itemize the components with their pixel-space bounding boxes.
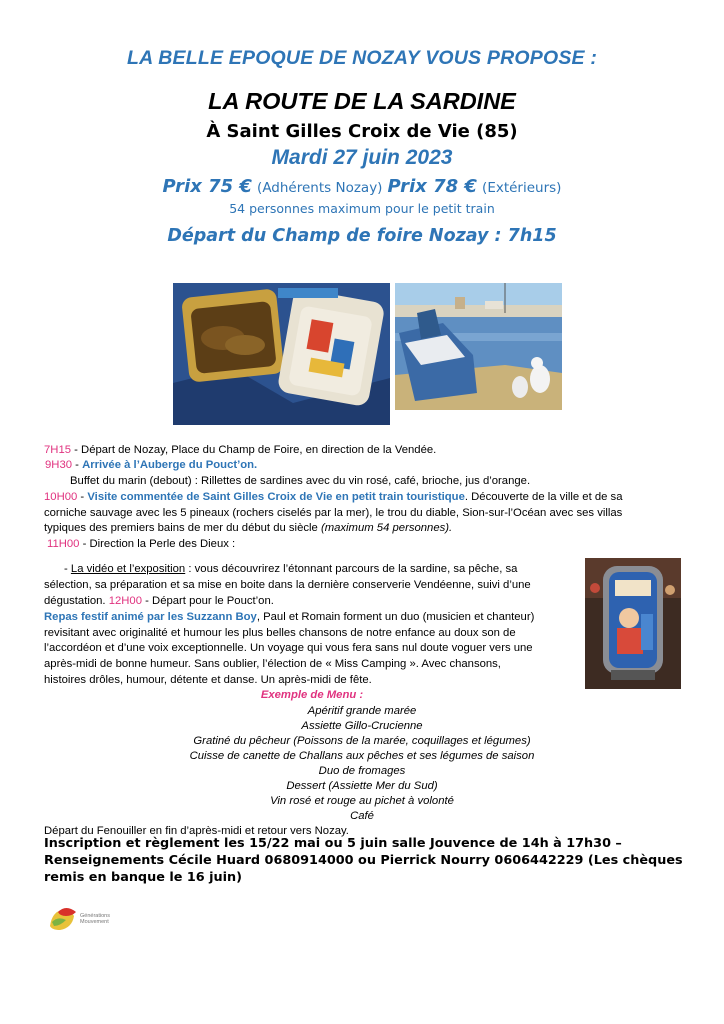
program-repas-line3: l’accordéon et d’une voix exceptionnelle. Un voyage qui vous fera sans nul doute voguer vers une	[44, 642, 533, 654]
menu-item: Café	[350, 810, 374, 822]
program-repas-line2: revisitant avec originalité et humour les plus belles chansons de notre enfance au doux son de	[44, 627, 516, 639]
program-video-line2: sélection, sa préparation et sa mise en boite dans la dernière conserverie Vendéenne, suivi d’une	[44, 579, 531, 591]
menu-item: Gratiné du pêcheur (Poissons de la marée, coquillages et légumes)	[193, 735, 531, 747]
location-line: À Saint Gilles Croix de Vie (85)	[206, 121, 518, 142]
sardine-cans-photo	[173, 283, 390, 425]
menu-item: Assiette Gillo-Crucienne	[301, 720, 423, 732]
logo-text: Générations Mouvement	[80, 913, 110, 925]
program-9h30: 9H30 - Arrivée à l’Auberge du Pouct’on.	[45, 459, 258, 471]
program-10h00: 10H00 - Visite commentée de Saint Gilles Croix de Vie en petit train touristique. Découverte de la ville et de sa	[44, 491, 623, 503]
program-video-line3: dégustation. 12H00 - Départ pour le Pouct’on.	[44, 595, 274, 607]
menu-item: Dessert (Assiette Mer du Sud)	[286, 780, 438, 792]
program-11h00: 11H00 - Direction la Perle des Dieux :	[47, 538, 236, 550]
program-repas-line5: histoires drôles, humour, détente et danse. Un après-midi de fête.	[44, 674, 372, 686]
price-others-note: (Extérieurs)	[482, 180, 562, 196]
program-buffet: Buffet du marin (debout) : Rillettes de sardines avec du vin rosé, café, brioche, jus d’orange.	[70, 475, 531, 487]
program-10h00-line3: typiques des premiers bains de mer du début du siècle (maximum 54 personnes).	[44, 522, 453, 534]
price-members-note: (Adhérents Nozay)	[257, 180, 383, 196]
time-11h00: 11H00	[47, 538, 80, 550]
organizer-heading: LA BELLE EPOQUE DE NOZAY VOUS PROPOSE :	[126, 47, 598, 69]
program-7h15: 7H15 - Départ de Nozay, Place du Champ de Foire, en direction de la Vendée.	[44, 444, 437, 456]
return-note: Départ du Fenouiller en fin d’après-midi et retour vers Nozay.	[44, 825, 349, 837]
program-10h00-line2: corniche sauvage avec les 5 pineaux (rochers ciselés par la mer), le trou du diable, Sion-sur-l’Océan avec ses villas	[44, 507, 623, 519]
capacity-note: 54 personnes maximum pour le petit train	[229, 201, 495, 216]
miss-sardine-photo	[585, 558, 681, 689]
menu-heading: Exemple de Menu :	[260, 689, 364, 701]
menu-item: Duo de fromages	[318, 765, 406, 777]
program-video-line1: - La vidéo et l’exposition : vous découvrirez l’étonnant parcours de la sardine, sa pêche, sa	[64, 563, 518, 575]
menu-item: Cuisse de canette de Challans aux pêches et ses légumes de saison	[189, 750, 535, 762]
page-title: LA ROUTE DE LA SARDINE	[208, 88, 516, 114]
inscription-note: Inscription et règlement les 15/22 mai ou 5 juin salle Jouvence de 14h à 17h30 – Renseignements Cécile Huard 0680914000 ou Pierrick Nourry 0606442229 (Les chèques remis en banque le 16 juin)	[44, 836, 683, 885]
harbor-boat-photo	[395, 283, 562, 410]
time-7h15: 7H15	[44, 444, 72, 456]
price-line	[0, 176, 724, 197]
time-9h30: 9H30	[45, 459, 73, 471]
program-repas-line4: après-midi de bonne humeur. Sans oublier, l’élection de « Miss Camping ». Avec chansons,	[44, 658, 501, 670]
program-repas-line1: Repas festif animé par les Suzzann Boy, Paul et Romain forment un duo (musicien et chanteur)	[44, 611, 535, 623]
price-members: Prix 75 €	[162, 176, 252, 197]
menu-item: Vin rosé et rouge au pichet à volonté	[270, 795, 454, 807]
event-date: Mardi 27 juin 2023	[271, 146, 453, 169]
price-others: Prix 78 €	[387, 176, 477, 197]
menu-item: Apéritif grande marée	[307, 705, 417, 717]
departure-heading: Départ du Champ de foire Nozay : 7h15	[167, 226, 557, 246]
time-10h00: 10H00	[44, 491, 78, 503]
time-12h00: 12H00	[108, 595, 142, 607]
